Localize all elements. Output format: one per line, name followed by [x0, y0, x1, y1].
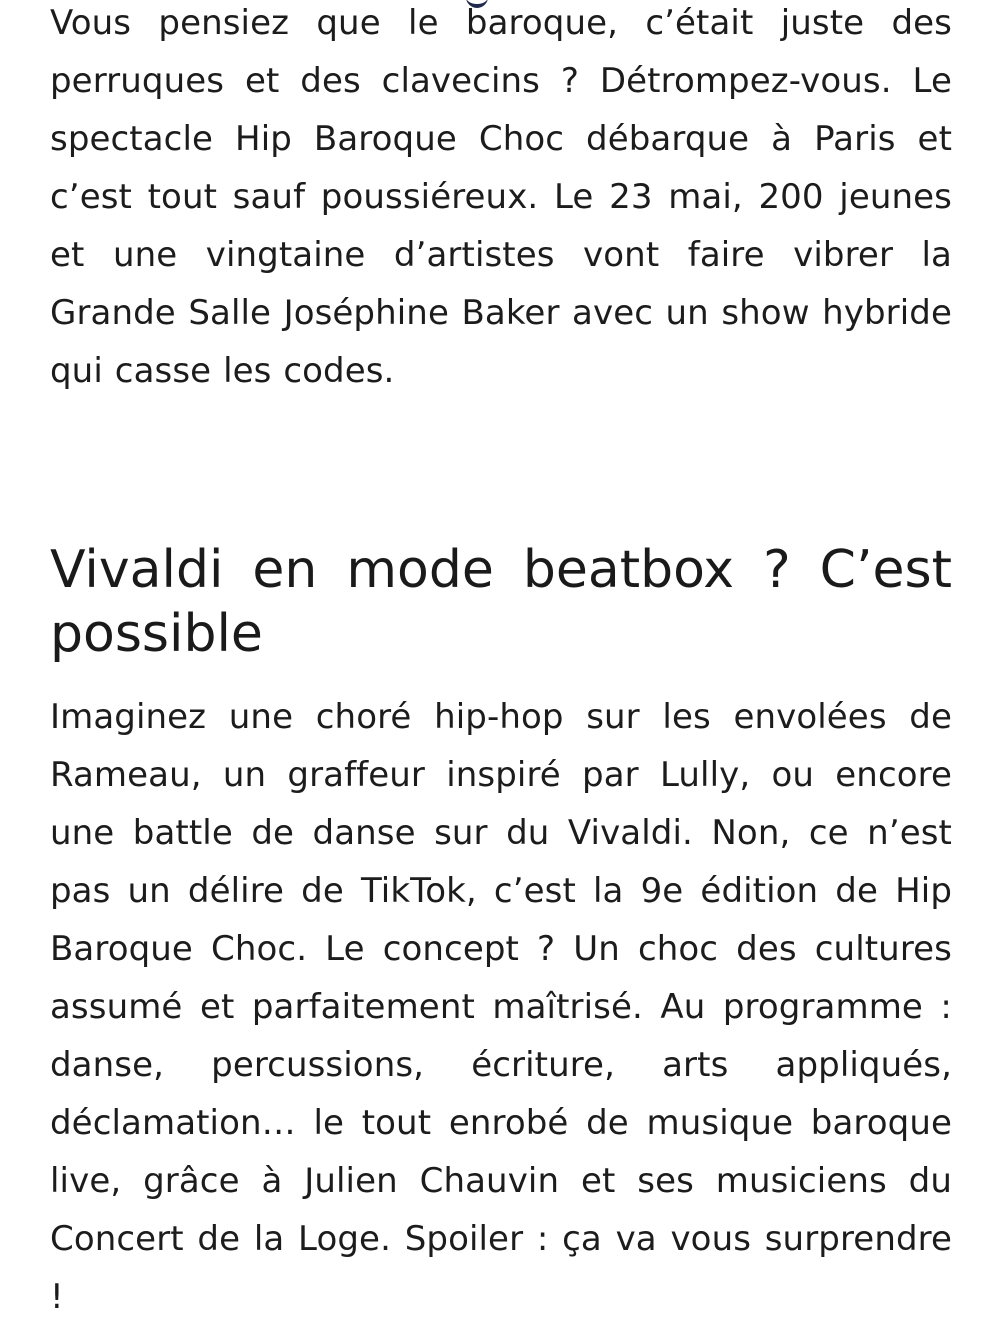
intro-paragraph: Vous pensiez que le baroque, c’était juste des perruques et des clavecins ? Détrompez-vous. Le spectacle Hip Baroque Choc débarque à Paris et c’est tout sauf poussiéreux. Le 23 mai, 200 jeunes et une vingtaine d’artistes vont faire vibrer la Grande Salle Joséphine Baker avec un show hybride qui casse les codes. [50, 3, 952, 391]
section-heading: Vivaldi en mode beatbox ? C’est possible [50, 540, 952, 664]
article-body [50, 0, 952, 1326]
section-paragraph: Imaginez une choré hip-hop sur les envolées de Rameau, un graffeur inspiré par Lully, ou encore une battle de danse sur du Vivaldi. Non, ce n’est pas un délire de TikTok, c’est la 9e édition de Hip Baroque Choc. Le concept ? Un choc des cultures assumé et parfaitement maîtrisé. Au programme : danse, percussions, écriture, arts appliqués, déclamation… le tout enrobé de musique baroque live, grâce à Julien Chauvin et ses musiciens du Concert de la Loge. Spoiler : ça va vous surprendre ! [50, 697, 952, 1317]
